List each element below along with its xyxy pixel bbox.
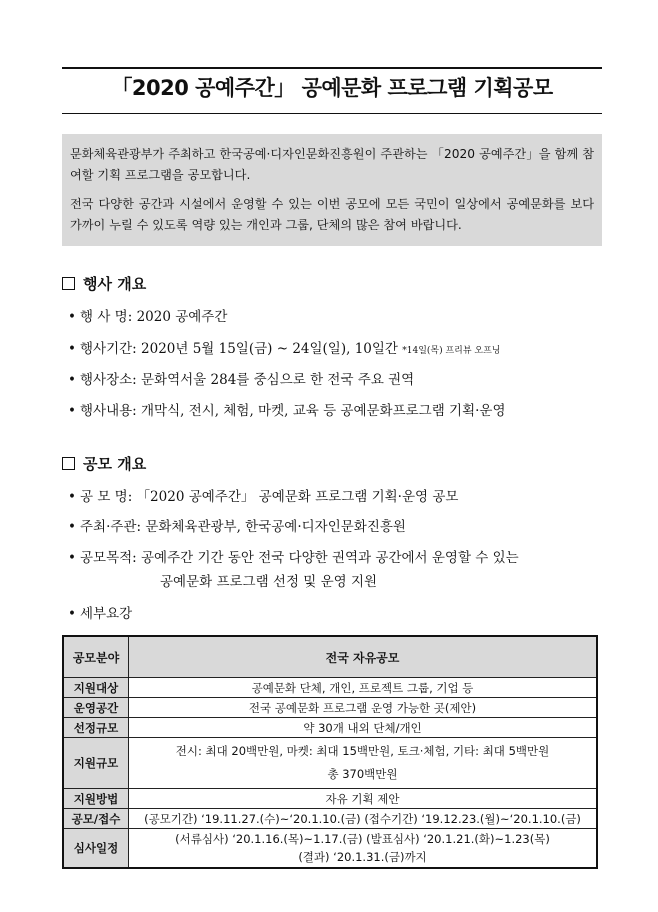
title-bottom-rule xyxy=(62,113,602,114)
contest-section-heading: 공모 개요 xyxy=(62,453,146,474)
title-top-rule xyxy=(62,67,602,69)
list-item-continuation: 공예문화 프로그램 선정 및 운영 지원 xyxy=(160,574,378,590)
table-row: 심사일정 (서류심사) ‘20.1.16.(목)~1.17.(금) (발표심사) ‘20.1.21.(화)~1.23(목) (결과) ‘20.1.31.(금)까지 xyxy=(63,829,597,869)
list-item: • 공 모 명: 「2020 공예주간」 공예문화 프로그램 기획·운영 공모 xyxy=(68,489,459,505)
table-header-cell: 전국 자유공모 xyxy=(129,636,598,678)
list-item: • 행사내용: 개막식, 전시, 체험, 마켓, 교육 등 공예문화프로그램 기획·운영 xyxy=(68,403,506,419)
table-row: 선정규모 약 30개 내외 단체/개인 xyxy=(63,718,597,738)
event-section-heading: 행사 개요 xyxy=(62,273,146,294)
details-table xyxy=(62,635,598,869)
table-row: 지원규모 전시: 최대 20백만원, 마켓: 최대 15백만원, 토크·체험, 기타: 최대 5백만원 총 370백만원 xyxy=(63,738,597,789)
page-title: 「2020 공예주간」 공예문화 프로그램 기획공모 xyxy=(111,76,553,100)
list-item: • 주최·주관: 문화체육관광부, 한국공예·디자인문화진흥원 xyxy=(68,519,406,535)
table-header-cell: 공모분야 xyxy=(63,636,129,678)
list-item: • 행 사 명: 2020 공예주간 xyxy=(68,309,228,325)
intro-paragraph-1: 문화체육관광부가 주최하고 한국공예·디자인문화진흥원이 주관하는 「2020 공예주간」을 함께 참여할 기획 프로그램을 공모합니다. xyxy=(70,147,594,182)
table-row: 지원대상 공예문화 단체, 개인, 프로젝트 그룹, 기업 등 xyxy=(63,678,597,698)
table-row: 지원방법 자유 기획 제안 xyxy=(63,789,597,809)
table-row: 공모/접수 (공모기간) ‘19.11.27.(수)~‘20.1.10.(금) (접수기간) ‘19.12.23.(월)~‘20.1.10.(금) xyxy=(63,809,597,829)
table-row: 운영공간 전국 공예문화 프로그램 운영 가능한 곳(제안) xyxy=(63,698,597,718)
intro-box xyxy=(62,134,602,246)
checkbox-square-icon xyxy=(62,277,75,290)
intro-paragraph-2: 전국 다양한 공간과 시설에서 운영할 수 있는 이번 공모에 모든 국민이 일상에서 공예문화를 보다 가까이 누릴 수 있도록 역량 있는 개인과 그룹, 단체의 많은 참여 바랍니다. xyxy=(70,197,594,232)
list-item: • 세부요강 xyxy=(68,606,133,622)
list-item: • 행사기간: 2020년 5월 15일(금) ~ 24일(일), 10일간 *14일(목) 프리뷰 오프닝 xyxy=(68,341,501,357)
checkbox-square-icon xyxy=(62,457,75,470)
list-item: • 행사장소: 문화역서울 284를 중심으로 한 전국 주요 권역 xyxy=(68,372,415,388)
list-item: • 공모목적: 공예주간 기간 동안 전국 다양한 권역과 공간에서 운영할 수 있는 xyxy=(68,550,519,566)
